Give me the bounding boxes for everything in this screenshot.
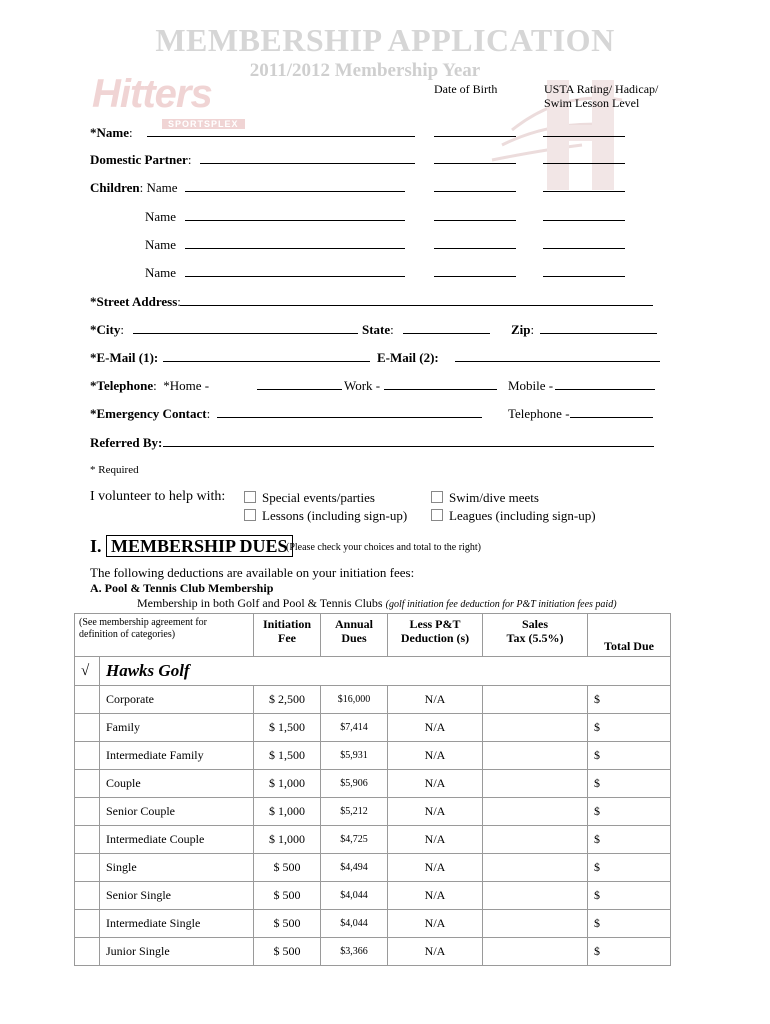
- fee-cell: $ 500: [254, 910, 321, 938]
- logo-sub: SPORTSPLEX: [162, 119, 245, 129]
- sales-tax-cell[interactable]: [483, 798, 588, 826]
- volunteer-label: I volunteer to help with:: [90, 489, 226, 504]
- email2-field[interactable]: [455, 351, 660, 362]
- volunteer-special-events[interactable]: Special events/parties: [244, 490, 375, 506]
- street-label: *Street Address: [90, 294, 178, 309]
- children-name-label: Name: [146, 180, 178, 195]
- total-cell[interactable]: $: [588, 770, 671, 798]
- category-cell: Single: [100, 854, 254, 882]
- sales-tax-cell[interactable]: [483, 686, 588, 714]
- sales-tax-cell[interactable]: [483, 910, 588, 938]
- pool-tennis-heading: A. Pool & Tennis Club Membership: [90, 581, 274, 595]
- emergency-telephone-field[interactable]: [570, 407, 653, 418]
- city-field[interactable]: [133, 323, 358, 334]
- page-title: MEMBERSHIP APPLICATION: [155, 22, 615, 58]
- emergency-label: *Emergency Contact: [90, 406, 207, 421]
- usta-header-2: Swim Lesson Level: [544, 96, 640, 110]
- check-cell[interactable]: [75, 742, 100, 770]
- sales-tax-cell[interactable]: [483, 826, 588, 854]
- check-cell[interactable]: [75, 686, 100, 714]
- dues-cell: $5,931: [321, 742, 388, 770]
- deduction-cell: N/A: [388, 770, 483, 798]
- domestic-field[interactable]: [200, 153, 415, 164]
- dues-cell: $3,366: [321, 938, 388, 966]
- telephone-label: *Telephone: [90, 378, 154, 393]
- dues-table: [74, 613, 671, 966]
- category-cell: Family: [100, 714, 254, 742]
- total-cell[interactable]: $: [588, 686, 671, 714]
- sales-tax-cell[interactable]: [483, 854, 588, 882]
- name-rating-field[interactable]: [543, 126, 625, 137]
- check-cell[interactable]: [75, 938, 100, 966]
- section-number: I.: [90, 536, 102, 556]
- state-field[interactable]: [403, 323, 490, 334]
- deduction-cell: N/A: [388, 798, 483, 826]
- category-note: (See membership agreement for definition of categories): [75, 614, 254, 657]
- name-label: *Name: [90, 125, 129, 140]
- child2-field[interactable]: [185, 210, 405, 221]
- work-phone-field[interactable]: [384, 379, 497, 390]
- child4-field[interactable]: [185, 266, 405, 277]
- membership-both-italic: (golf initiation fee deduction for P&T initiation fees paid): [385, 599, 617, 610]
- child2-dob-field[interactable]: [434, 210, 516, 221]
- checkbox[interactable]: [431, 509, 443, 521]
- check-cell[interactable]: [75, 910, 100, 938]
- child2-name-label: Name: [145, 209, 177, 224]
- sales-tax-cell[interactable]: [483, 770, 588, 798]
- mobile-phone-field[interactable]: [555, 379, 655, 390]
- name-row: *Name:: [90, 125, 133, 140]
- child1-field[interactable]: [185, 181, 405, 192]
- name-dob-field[interactable]: [434, 126, 516, 137]
- deduction-cell: N/A: [388, 714, 483, 742]
- table-row: [75, 854, 671, 882]
- table-row: [75, 882, 671, 910]
- page-subtitle: 2011/2012 Membership Year: [249, 60, 481, 81]
- fee-cell: $ 2,500: [254, 686, 321, 714]
- emergency-telephone-label: Telephone -: [508, 406, 570, 421]
- table-row: [75, 770, 671, 798]
- deduction-cell: N/A: [388, 742, 483, 770]
- dues-cell: $7,414: [321, 714, 388, 742]
- deduction-cell: N/A: [388, 910, 483, 938]
- child4-rating-field[interactable]: [543, 266, 625, 277]
- state-row: State:: [362, 322, 394, 337]
- child3-name-label: Name: [145, 237, 177, 252]
- category-cell: Senior Couple: [100, 798, 254, 826]
- sales-tax-cell[interactable]: [483, 742, 588, 770]
- total-cell[interactable]: $: [588, 742, 671, 770]
- group-title: Hawks Golf: [100, 657, 671, 686]
- zip-field[interactable]: [540, 323, 657, 334]
- section-note: (Please check your choices and total to the right): [286, 542, 481, 553]
- child2-rating-field[interactable]: [543, 210, 625, 221]
- category-cell: Junior Single: [100, 938, 254, 966]
- membership-both-text: Membership in both Golf and Pool & Tennis Clubs: [137, 596, 383, 610]
- category-cell: Intermediate Single: [100, 910, 254, 938]
- deduction-cell: N/A: [388, 854, 483, 882]
- check-cell[interactable]: [75, 714, 100, 742]
- domestic-row: Domestic Partner:: [90, 152, 192, 167]
- check-cell[interactable]: [75, 770, 100, 798]
- dues-cell: $5,906: [321, 770, 388, 798]
- total-cell[interactable]: $: [588, 938, 671, 966]
- section-heading: [90, 536, 293, 557]
- table-row: [75, 826, 671, 854]
- total-cell[interactable]: $: [588, 910, 671, 938]
- street-row: *Street Address:: [90, 294, 181, 309]
- fee-cell: $ 500: [254, 854, 321, 882]
- dues-cell: $4,044: [321, 910, 388, 938]
- total-cell[interactable]: $: [588, 714, 671, 742]
- email2-label: E-Mail (2):: [377, 350, 439, 365]
- volunteer-leagues[interactable]: Leagues (including sign-up): [431, 508, 596, 524]
- telephone-row: *Telephone: *Home -: [90, 378, 210, 393]
- logo-text: Hitters: [92, 72, 212, 116]
- zip-label: Zip: [511, 322, 531, 337]
- section-title: MEMBERSHIP DUES: [106, 535, 293, 557]
- work-label: Work -: [344, 378, 381, 393]
- total-cell[interactable]: $: [588, 882, 671, 910]
- emergency-row: *Emergency Contact:: [90, 406, 211, 421]
- dues-cell: $4,044: [321, 882, 388, 910]
- fee-cell: $ 500: [254, 938, 321, 966]
- annual-dues-header: Annual Dues: [321, 614, 388, 657]
- state-label: State: [362, 322, 391, 337]
- category-cell: Intermediate Couple: [100, 826, 254, 854]
- table-row: [75, 798, 671, 826]
- zip-row: Zip:: [511, 322, 535, 337]
- child1-dob-field[interactable]: [434, 181, 516, 192]
- domestic-dob-field[interactable]: [434, 153, 516, 164]
- category-cell: Intermediate Family: [100, 742, 254, 770]
- category-cell: Senior Single: [100, 882, 254, 910]
- table-row: [75, 686, 671, 714]
- children-label: Children: [90, 180, 140, 195]
- total-cell[interactable]: $: [588, 826, 671, 854]
- domestic-label: Domestic Partner: [90, 152, 188, 167]
- dues-cell: $4,725: [321, 826, 388, 854]
- email1-label: *E-Mail (1):: [90, 350, 159, 365]
- name-field[interactable]: [147, 126, 415, 137]
- checkbox[interactable]: [431, 491, 443, 503]
- deduction-cell: N/A: [388, 882, 483, 910]
- required-note: * Required: [90, 464, 139, 476]
- fee-cell: $ 1,000: [254, 798, 321, 826]
- deduction-cell: N/A: [388, 826, 483, 854]
- hitters-logo: [92, 74, 245, 132]
- child3-rating-field[interactable]: [543, 238, 625, 249]
- fee-cell: $ 1,000: [254, 826, 321, 854]
- fee-cell: $ 1,000: [254, 770, 321, 798]
- total-cell[interactable]: $: [588, 854, 671, 882]
- dues-cell: $16,000: [321, 686, 388, 714]
- street-field[interactable]: [180, 295, 653, 306]
- table-header-row: [75, 614, 671, 657]
- usta-header-1: USTA Rating/ Hadicap/: [544, 82, 659, 96]
- domestic-rating-field[interactable]: [543, 153, 625, 164]
- less-pt-header: Less P&T Deduction (s): [388, 614, 483, 657]
- emergency-field[interactable]: [217, 407, 482, 418]
- children-row: Children: Name: [90, 180, 178, 195]
- child1-rating-field[interactable]: [543, 181, 625, 192]
- sales-tax-cell[interactable]: [483, 938, 588, 966]
- group-row: [75, 657, 671, 686]
- child4-dob-field[interactable]: [434, 266, 516, 277]
- fee-cell: $ 1,500: [254, 742, 321, 770]
- checkbox[interactable]: [244, 509, 256, 521]
- volunteer-lessons[interactable]: Lessons (including sign-up): [244, 508, 407, 524]
- home-phone-field[interactable]: [257, 379, 342, 390]
- check-cell[interactable]: [75, 798, 100, 826]
- category-cell: Corporate: [100, 686, 254, 714]
- fee-cell: $ 500: [254, 882, 321, 910]
- deduction-cell: N/A: [388, 938, 483, 966]
- sales-tax-cell[interactable]: [483, 714, 588, 742]
- category-cell: Couple: [100, 770, 254, 798]
- child4-name-label: Name: [145, 265, 177, 280]
- check-cell[interactable]: [75, 882, 100, 910]
- city-label: *City: [90, 322, 121, 337]
- table-row: [75, 714, 671, 742]
- membership-both-line: [137, 596, 617, 611]
- fee-cell: $ 1,500: [254, 714, 321, 742]
- check-cell[interactable]: [75, 854, 100, 882]
- table-row: [75, 938, 671, 966]
- dues-cell: $5,212: [321, 798, 388, 826]
- deduction-cell: N/A: [388, 686, 483, 714]
- total-due-header: Total Due: [588, 614, 671, 657]
- volunteer-swim-dive[interactable]: Swim/dive meets: [431, 490, 539, 506]
- table-row: [75, 742, 671, 770]
- check-cell[interactable]: [75, 826, 100, 854]
- child3-dob-field[interactable]: [434, 238, 516, 249]
- dob-header: Date of Birth: [434, 82, 498, 96]
- table-row: [75, 910, 671, 938]
- initiation-fee-header: Initiation Fee: [254, 614, 321, 657]
- sales-tax-header: Sales Tax (5.5%): [483, 614, 588, 657]
- total-cell[interactable]: $: [588, 798, 671, 826]
- dues-cell: $4,494: [321, 854, 388, 882]
- check-mark: √: [75, 657, 100, 686]
- deductions-intro: The following deductions are available on your initiation fees:: [90, 565, 415, 580]
- referred-field[interactable]: [163, 436, 654, 447]
- city-row: *City:: [90, 322, 124, 337]
- email1-field[interactable]: [163, 351, 370, 362]
- home-label: *Home -: [163, 378, 210, 393]
- mobile-label: Mobile -: [508, 378, 554, 393]
- referred-label: Referred By:: [90, 435, 163, 450]
- checkbox[interactable]: [244, 491, 256, 503]
- sales-tax-cell[interactable]: [483, 882, 588, 910]
- child3-field[interactable]: [185, 238, 405, 249]
